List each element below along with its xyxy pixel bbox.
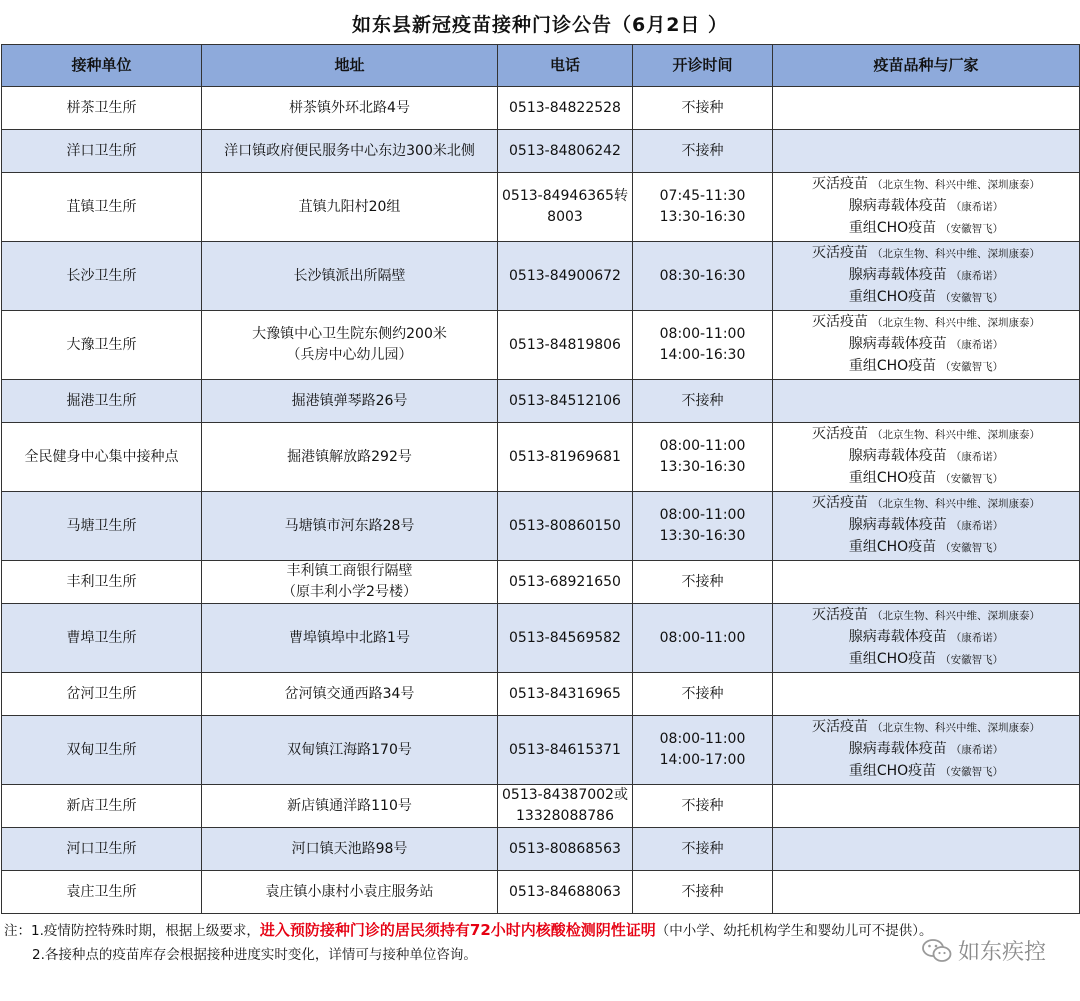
unit-cell: 双甸卫生所 <box>2 716 202 785</box>
watermark <box>922 935 1046 966</box>
hours-cell <box>633 492 773 561</box>
hours-cell-line: 08:00-11:00 <box>659 438 746 454</box>
vaccine-line <box>775 243 1077 265</box>
vaccine-maker: （北京生物、科兴中维、深圳康泰） <box>872 429 1040 441</box>
vaccine-cell <box>773 785 1080 828</box>
hours-cell <box>633 871 773 914</box>
phone-cell-line: 0513-80868563 <box>509 840 621 857</box>
vaccine-name: 重组CHO疫苗 <box>848 289 937 305</box>
address-cell <box>202 871 498 914</box>
vaccine-name: 灭活疫苗 <box>812 245 868 261</box>
hours-cell <box>633 380 773 423</box>
hours-cell <box>633 716 773 785</box>
vaccine-name: 重组CHO疫苗 <box>848 470 937 486</box>
vaccine-line <box>775 537 1077 559</box>
table-row <box>2 87 1080 130</box>
table-row <box>2 173 1080 242</box>
note-1-highlight: 进入预防接种门诊的居民须持有72小时内核酸检测阴性证明 <box>259 921 656 939</box>
address-cell-line: 马塘镇市河东路28号 <box>284 517 415 534</box>
vaccine-maker: （安徽智飞） <box>940 361 1004 373</box>
vaccine-line <box>775 493 1077 515</box>
vaccine-maker: （北京生物、科兴中维、深圳康泰） <box>872 248 1040 260</box>
address-cell <box>202 785 498 828</box>
address-cell-line: 掘港镇弹琴路26号 <box>291 392 408 409</box>
vaccine-name: 重组CHO疫苗 <box>848 220 937 236</box>
vaccine-cell <box>773 716 1080 785</box>
address-cell-line: 岔河镇交通西路34号 <box>284 685 415 702</box>
address-cell-line: 河口镇天池路98号 <box>291 840 408 857</box>
phone-cell <box>498 716 633 785</box>
unit-cell: 长沙卫生所 <box>2 242 202 311</box>
hours-cell-line: 07:45-11:30 <box>659 188 746 204</box>
address-cell-line: 洋口镇政府便民服务中心东边300米北侧 <box>224 142 475 159</box>
phone-cell-line: 0513-68921650 <box>509 573 621 590</box>
unit-cell: 洋口卫生所 <box>2 130 202 173</box>
vaccine-cell <box>773 87 1080 130</box>
vaccine-line <box>775 287 1077 309</box>
vaccine-maker: （康希诺） <box>950 270 1004 282</box>
address-cell <box>202 604 498 673</box>
table-row <box>2 716 1080 785</box>
phone-cell-line: 13328088786 <box>516 808 614 824</box>
unit-cell: 岔河卫生所 <box>2 673 202 716</box>
col-header-unit: 接种单位 <box>2 45 202 87</box>
vaccine-name: 重组CHO疫苗 <box>848 651 937 667</box>
hours-cell <box>633 828 773 871</box>
vaccine-maker: （康希诺） <box>950 451 1004 463</box>
vaccine-line <box>775 717 1077 739</box>
vaccine-name: 腺病毒载体疫苗 <box>848 741 947 757</box>
address-cell-line: 栟茶镇外环北路4号 <box>289 99 410 116</box>
unit-cell: 新店卫生所 <box>2 785 202 828</box>
vaccine-maker: （安徽智飞） <box>940 473 1004 485</box>
address-cell-line: 曹埠镇埠中北路1号 <box>289 629 410 646</box>
vaccine-line <box>775 627 1077 649</box>
vaccine-maker: （北京生物、科兴中维、深圳康泰） <box>872 317 1040 329</box>
hours-cell-line: 不接种 <box>681 797 724 814</box>
col-header-hours: 开诊时间 <box>633 45 773 87</box>
vaccination-table <box>1 44 1080 914</box>
phone-cell <box>498 242 633 311</box>
address-cell <box>202 492 498 561</box>
vaccine-maker: （安徽智飞） <box>940 223 1004 235</box>
vaccine-maker: （安徽智飞） <box>940 292 1004 304</box>
phone-cell-line: 0513-84900672 <box>509 267 621 284</box>
unit-cell: 曹埠卫生所 <box>2 604 202 673</box>
hours-cell-line: 08:00-11:00 <box>659 326 746 342</box>
vaccine-name: 灭活疫苗 <box>812 176 868 192</box>
table-row <box>2 785 1080 828</box>
address-cell <box>202 716 498 785</box>
address-cell <box>202 130 498 173</box>
unit-cell: 苴镇卫生所 <box>2 173 202 242</box>
address-cell-line: 袁庄镇小康村小袁庄服务站 <box>265 883 434 900</box>
address-cell-line: （原丰利小学2号楼） <box>282 584 417 600</box>
phone-cell-line: 0513-84569582 <box>509 629 621 646</box>
hours-cell-line: 13:30-16:30 <box>659 528 746 544</box>
table-row <box>2 130 1080 173</box>
wechat-icon <box>922 938 952 964</box>
vaccine-line <box>775 446 1077 468</box>
vaccine-maker: （北京生物、科兴中维、深圳康泰） <box>872 498 1040 510</box>
note-2: 2.各接种点的疫苗库存会根据接种进度实时变化，详情可与接种单位咨询。 <box>32 947 477 963</box>
phone-cell-line: 0513-84512106 <box>509 392 621 409</box>
vaccine-maker: （康希诺） <box>950 632 1004 644</box>
table-row <box>2 604 1080 673</box>
hours-cell <box>633 87 773 130</box>
phone-cell <box>498 871 633 914</box>
phone-cell <box>498 604 633 673</box>
col-header-vaccine: 疫苗品种与厂家 <box>773 45 1080 87</box>
vaccine-line <box>775 218 1077 240</box>
phone-cell <box>498 173 633 242</box>
table-row <box>2 380 1080 423</box>
vaccine-cell <box>773 130 1080 173</box>
vaccine-line <box>775 605 1077 627</box>
unit-cell: 栟茶卫生所 <box>2 87 202 130</box>
vaccine-maker: （北京生物、科兴中维、深圳康泰） <box>872 610 1040 622</box>
phone-cell-line: 0513-84387002或 <box>502 787 628 803</box>
table-row <box>2 492 1080 561</box>
phone-cell-line: 0513-84819806 <box>509 336 621 353</box>
header-row <box>2 45 1080 87</box>
address-cell-line: 新店镇通洋路110号 <box>287 797 412 814</box>
notes <box>4 918 1076 967</box>
hours-cell-line: 不接种 <box>681 392 724 409</box>
vaccine-cell <box>773 311 1080 380</box>
table-body <box>2 87 1080 914</box>
hours-cell-line: 13:30-16:30 <box>659 209 746 225</box>
vaccine-cell <box>773 242 1080 311</box>
unit-cell: 全民健身中心集中接种点 <box>2 423 202 492</box>
phone-cell-line: 0513-84822528 <box>509 99 621 116</box>
vaccine-name: 腺病毒载体疫苗 <box>848 629 947 645</box>
address-cell <box>202 380 498 423</box>
phone-cell-line: 0513-81969681 <box>509 448 621 465</box>
address-cell <box>202 423 498 492</box>
vaccine-maker: （北京生物、科兴中维、深圳康泰） <box>872 179 1040 191</box>
phone-cell-line: 0513-80860150 <box>509 517 621 534</box>
vaccine-name: 腺病毒载体疫苗 <box>848 448 947 464</box>
hours-cell-line: 14:00-17:00 <box>659 752 746 768</box>
vaccine-line <box>775 468 1077 490</box>
table-row <box>2 828 1080 871</box>
vaccine-maker: （北京生物、科兴中维、深圳康泰） <box>872 722 1040 734</box>
address-cell <box>202 173 498 242</box>
phone-cell <box>498 311 633 380</box>
hours-cell-line: 13:30-16:30 <box>659 459 746 475</box>
vaccine-maker: （康希诺） <box>950 339 1004 351</box>
col-header-phone: 电话 <box>498 45 633 87</box>
address-cell <box>202 828 498 871</box>
unit-cell: 大豫卫生所 <box>2 311 202 380</box>
hours-cell <box>633 673 773 716</box>
unit-cell: 马塘卫生所 <box>2 492 202 561</box>
phone-cell <box>498 492 633 561</box>
vaccine-cell <box>773 828 1080 871</box>
hours-cell <box>633 604 773 673</box>
vaccine-name: 重组CHO疫苗 <box>848 539 937 555</box>
vaccine-cell <box>773 492 1080 561</box>
hours-cell-line: 不接种 <box>681 573 724 590</box>
hours-cell <box>633 173 773 242</box>
unit-cell: 掘港卫生所 <box>2 380 202 423</box>
watermark-text: 如东疾控 <box>957 940 1046 965</box>
vaccine-name: 灭活疫苗 <box>812 719 868 735</box>
hours-cell-line: 不接种 <box>681 142 724 159</box>
phone-cell-line: 0513-84316965 <box>509 685 621 702</box>
note-1-prefix: 注：1.疫情防控特殊时期，根据上级要求， <box>4 923 260 939</box>
vaccine-name: 灭活疫苗 <box>812 426 868 442</box>
vaccine-name: 腺病毒载体疫苗 <box>848 267 947 283</box>
vaccine-name: 腺病毒载体疫苗 <box>848 198 947 214</box>
vaccine-name: 灭活疫苗 <box>812 314 868 330</box>
hours-cell-line: 08:00-11:00 <box>659 629 746 646</box>
address-cell-line: 丰利镇工商银行隔壁 <box>286 563 413 579</box>
address-cell-line: 长沙镇派出所隔壁 <box>293 267 406 284</box>
hours-cell-line: 08:00-11:00 <box>659 507 746 523</box>
vaccine-name: 腺病毒载体疫苗 <box>848 336 947 352</box>
phone-cell-line: 0513-84615371 <box>509 741 621 758</box>
vaccine-maker: （安徽智飞） <box>940 654 1004 666</box>
hours-cell <box>633 311 773 380</box>
address-cell-line: 双甸镇江海路170号 <box>287 741 412 758</box>
vaccine-cell <box>773 673 1080 716</box>
vaccine-maker: （康希诺） <box>950 201 1004 213</box>
hours-cell-line: 不接种 <box>681 99 724 116</box>
vaccine-line <box>775 265 1077 287</box>
vaccine-cell <box>773 561 1080 604</box>
hours-cell-line: 08:00-11:00 <box>659 731 746 747</box>
unit-cell: 袁庄卫生所 <box>2 871 202 914</box>
phone-cell <box>498 380 633 423</box>
hours-cell-line: 不接种 <box>681 883 724 900</box>
vaccine-line <box>775 515 1077 537</box>
address-cell-line: （兵房中心幼儿园） <box>286 347 413 363</box>
address-cell <box>202 561 498 604</box>
page-title: 如东县新冠疫苗接种门诊公告（6月2日 ） <box>351 14 729 36</box>
hours-cell-line: 14:00-16:30 <box>659 347 746 363</box>
vaccine-maker: （安徽智飞） <box>940 542 1004 554</box>
address-cell-line: 大豫镇中心卫生院东侧约200米 <box>252 326 447 342</box>
address-cell <box>202 242 498 311</box>
vaccine-cell <box>773 871 1080 914</box>
vaccine-line <box>775 649 1077 671</box>
phone-cell <box>498 785 633 828</box>
hours-cell <box>633 561 773 604</box>
vaccine-line <box>775 356 1077 378</box>
phone-cell <box>498 828 633 871</box>
col-header-address: 地址 <box>202 45 498 87</box>
vaccine-line <box>775 312 1077 334</box>
address-cell-line: 苴镇九阳村20组 <box>298 198 401 215</box>
table-row <box>2 311 1080 380</box>
table-row <box>2 423 1080 492</box>
address-cell <box>202 87 498 130</box>
phone-cell-line: 8003 <box>547 209 583 225</box>
phone-cell <box>498 87 633 130</box>
vaccine-line <box>775 334 1077 356</box>
vaccine-name: 灭活疫苗 <box>812 495 868 511</box>
vaccine-name: 重组CHO疫苗 <box>848 763 937 779</box>
vaccine-maker: （康希诺） <box>950 744 1004 756</box>
vaccine-cell <box>773 604 1080 673</box>
vaccine-cell <box>773 380 1080 423</box>
unit-cell: 丰利卫生所 <box>2 561 202 604</box>
vaccine-cell <box>773 173 1080 242</box>
vaccine-name: 灭活疫苗 <box>812 607 868 623</box>
note-1 <box>4 918 1076 943</box>
vaccine-line <box>775 424 1077 446</box>
address-cell <box>202 673 498 716</box>
table-row <box>2 871 1080 914</box>
hours-cell <box>633 785 773 828</box>
vaccine-name: 重组CHO疫苗 <box>848 358 937 374</box>
vaccine-maker: （安徽智飞） <box>940 766 1004 778</box>
phone-cell <box>498 130 633 173</box>
phone-cell-line: 0513-84946365转 <box>502 188 628 204</box>
unit-cell: 河口卫生所 <box>2 828 202 871</box>
phone-cell <box>498 673 633 716</box>
vaccine-line <box>775 196 1077 218</box>
vaccine-line <box>775 174 1077 196</box>
address-cell-line: 掘港镇解放路292号 <box>287 448 412 465</box>
vaccine-name: 腺病毒载体疫苗 <box>848 517 947 533</box>
table-row <box>2 673 1080 716</box>
hours-cell-line: 不接种 <box>681 840 724 857</box>
address-cell <box>202 311 498 380</box>
vaccine-line <box>775 739 1077 761</box>
vaccine-line <box>775 761 1077 783</box>
phone-cell-line: 0513-84688063 <box>509 883 621 900</box>
phone-cell-line: 0513-84806242 <box>509 142 621 159</box>
hours-cell <box>633 423 773 492</box>
note-1-suffix: （中小学、幼托机构学生和婴幼儿可不提供）。 <box>655 923 933 939</box>
hours-cell-line: 不接种 <box>681 685 724 702</box>
table-row <box>2 561 1080 604</box>
hours-cell <box>633 130 773 173</box>
phone-cell <box>498 423 633 492</box>
phone-cell <box>498 561 633 604</box>
table-row <box>2 242 1080 311</box>
hours-cell-line: 08:30-16:30 <box>659 267 746 284</box>
vaccine-maker: （康希诺） <box>950 520 1004 532</box>
hours-cell <box>633 242 773 311</box>
vaccine-cell <box>773 423 1080 492</box>
